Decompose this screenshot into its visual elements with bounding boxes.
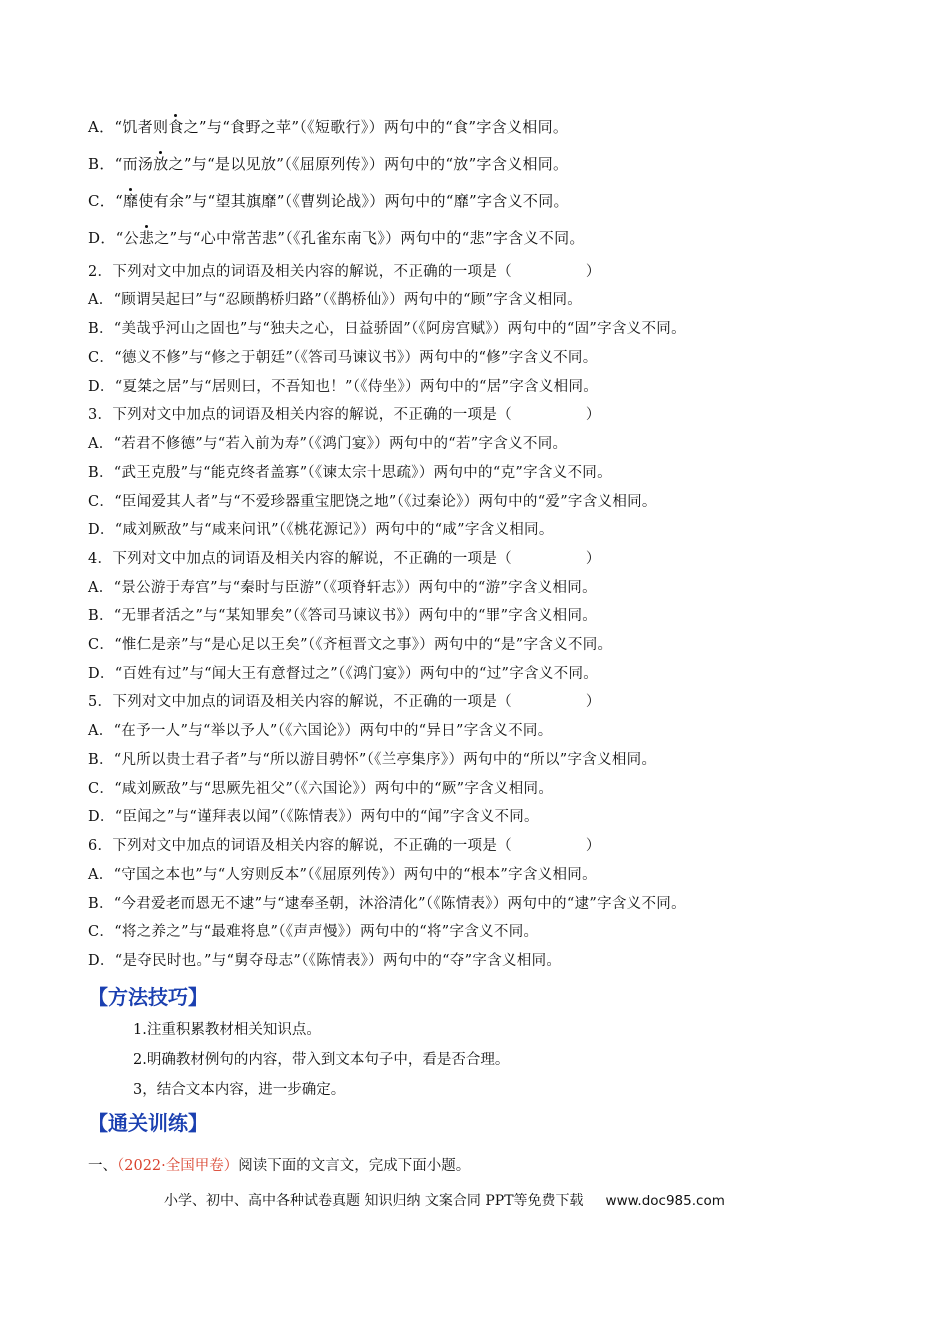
method-heading: 【方法技巧】 xyxy=(88,985,208,1009)
option-line: A．“若君不修德”与“若入前为寿”（《鸿门宴》）两句中的“若”字含义不同。 xyxy=(88,436,568,452)
option-line: B．“凡所以贵士君子者”与“所以游目骋怀”（《兰亭集序》）两句中的“所以”字含义相同。 xyxy=(88,752,657,768)
question-line: 6．下列对文中加点的词语及相关内容的解说，不正确的一项是（ ） xyxy=(88,838,601,854)
training-heading: 【通关训练】 xyxy=(88,1111,208,1135)
option-line: C．“臣闻爱其人者”与“不爱珍器重宝肥饶之地”（《过秦论》）两句中的“爱”字含义相同。 xyxy=(88,494,657,510)
option-line: C．“靡使有余”与“望其旗靡”（《曹刿论战》）两句中的“靡”字含义不同。 xyxy=(88,192,569,210)
footer xyxy=(164,1191,725,1211)
option-line: B．“今君爱老而恩无不逮”与“逮奉圣朝，沐浴清化”（《陈情表》）两句中的“逮”字含义不同。 xyxy=(88,896,686,912)
option-line: D．“臣闻之”与“谨拜表以闻”（《陈情表》）两句中的“闻”字含义不同。 xyxy=(88,809,539,825)
option-line: D．“公悲之”与“心中常苦悲”（《孔雀东南飞》）两句中的“悲”字含义不同。 xyxy=(88,229,585,247)
exercise-intro: 一、（2022·全国甲卷）阅读下面的文言文，完成下面小题。 xyxy=(88,1158,471,1174)
option-line: A．“景公游于寿宫”与“秦时与臣游”（《项脊轩志》）两句中的“游”字含义相同。 xyxy=(88,580,597,596)
option-line: D．“百姓有过”与“闻大王有意督过之”（《鸿门宴》）两句中的“过”字含义不同。 xyxy=(88,666,599,682)
question-line: 4．下列对文中加点的词语及相关内容的解说，不正确的一项是（ ） xyxy=(88,551,601,567)
option-line: B．“美哉乎河山之固也”与“独夫之心，日益骄固”（《阿房宫赋》）两句中的“固”字含义不同。 xyxy=(88,321,686,337)
footer-link[interactable]: www.doc985.com xyxy=(605,1193,725,1209)
option-line: C．“德义不修”与“修之于朝廷”（《答司马谏议书》）两句中的“修”字含义不同。 xyxy=(88,350,598,366)
question-line: 2．下列对文中加点的词语及相关内容的解说，不正确的一项是（ ） xyxy=(88,264,601,280)
emphasis-dot-char: 放 xyxy=(153,155,169,173)
question-line: 3．下列对文中加点的词语及相关内容的解说，不正确的一项是（ ） xyxy=(88,407,601,423)
footer-text: 小学、初中、高中各种试卷真题 知识归纳 文案合同 PPT等免费下载 xyxy=(164,1193,584,1209)
emphasis-dot-char: 食 xyxy=(168,118,184,136)
option-line: A．“顾谓吴起曰”与“忍顾鹊桥归路”（《鹊桥仙》）两句中的“顾”字含义相同。 xyxy=(88,292,583,308)
option-line: A．“守国之本也”与“人穷则反本”（《屈原列传》）两句中的“根本”字含义相同。 xyxy=(88,867,597,883)
option-line: A．“在予一人”与“举以予人”（《六国论》）两句中的“异日”字含义不同。 xyxy=(88,723,553,739)
option-line: A．“饥者则食之”与“食野之苹”（《短歌行》）两句中的“食”字含义相同。 xyxy=(88,118,569,136)
option-line: D．“是夺民时也。”与“舅夺母志”（《陈情表》）两句中的“夺”字含义相同。 xyxy=(88,953,562,969)
option-line: C．“惟仁是亲”与“是心足以王矣”（《齐桓晋文之事》）两句中的“是”字含义不同。 xyxy=(88,637,613,653)
question-line: 5．下列对文中加点的词语及相关内容的解说，不正确的一项是（ ） xyxy=(88,694,601,710)
option-line: C．“将之养之”与“最难将息”（《声声慢》）两句中的“将”字含义不同。 xyxy=(88,924,539,940)
method-item: 1.注重积累教材相关知识点。 xyxy=(133,1022,321,1038)
option-line: B．“而汤放之”与“是以见放”（《屈原列传》）两句中的“放”字含义相同。 xyxy=(88,155,569,173)
exam-source: （2022·全国甲卷） xyxy=(117,1158,239,1174)
option-line: B．“武王克殷”与“能克终者盖寡”（《谏太宗十思疏》）两句中的“克”字含义不同。 xyxy=(88,465,612,481)
method-item: 2.明确教材例句的内容，带入到文本句子中，看是否合理。 xyxy=(133,1052,510,1068)
method-item: 3，结合文本内容，进一步确定。 xyxy=(133,1082,346,1098)
option-line: B．“无罪者活之”与“某知罪矣”（《答司马谏议书》）两句中的“罪”字含义相同。 xyxy=(88,608,598,624)
option-line: D．“咸刘厥敌”与“咸来问讯”（《桃花源记》）两句中的“咸”字含义相同。 xyxy=(88,522,554,538)
option-line: D．“夏桀之居”与“居则曰，不吾知也！”（《侍坐》）两句中的“居”字含义相同。 xyxy=(88,379,599,395)
emphasis-dot-char: 悲 xyxy=(138,229,155,247)
option-line: C．“咸刘厥敌”与“思厥先祖父”（《六国论》）两句中的“厥”字含义相同。 xyxy=(88,781,554,797)
emphasis-dot-char: 靡 xyxy=(123,192,139,210)
